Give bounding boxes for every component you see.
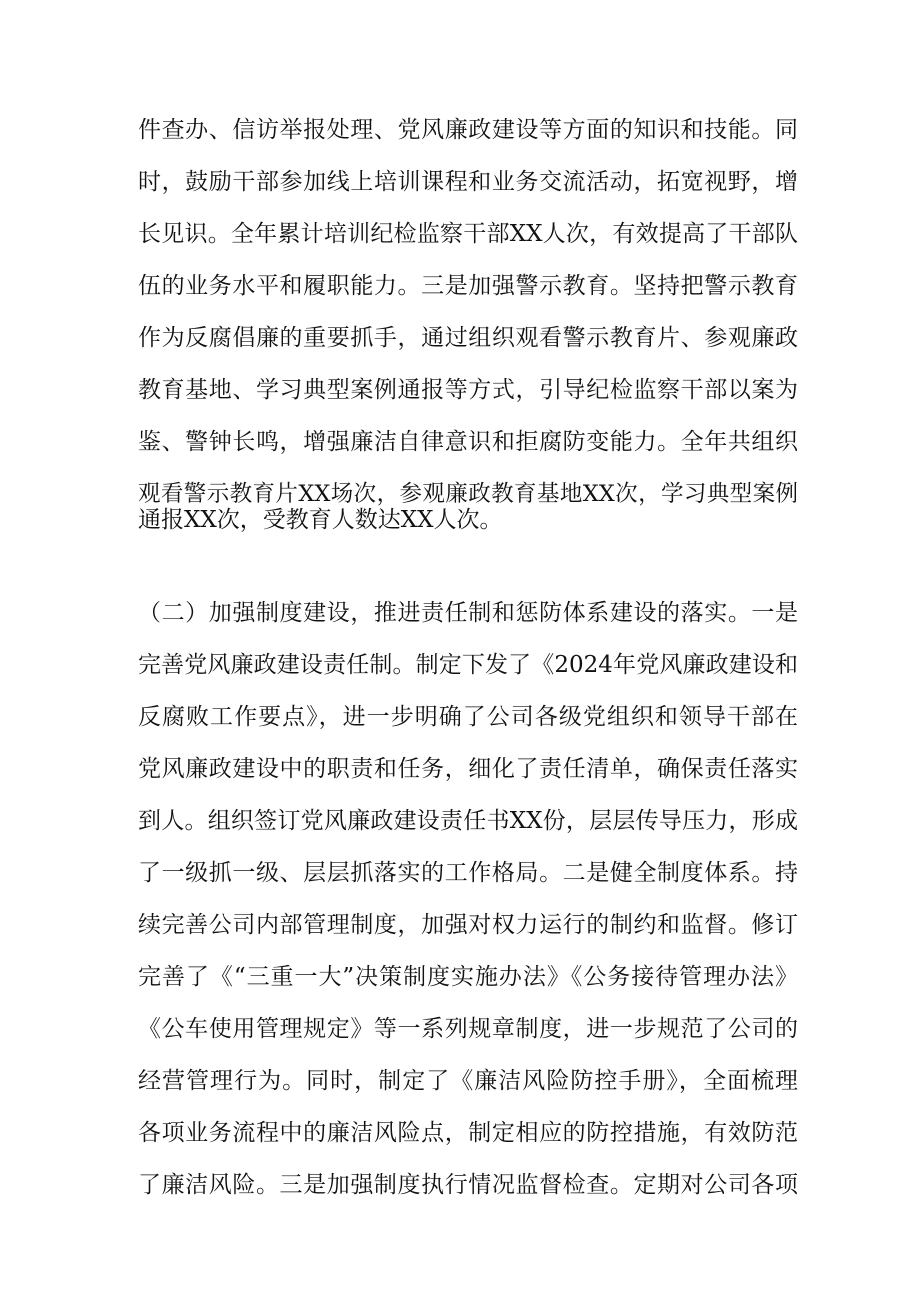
text-line: 通报XX次，受教育人数达XX人次。 <box>138 507 503 533</box>
text-line: 时，鼓励干部参加线上培训课程和业务交流活动，拓宽视野，增 <box>138 169 798 195</box>
text-line: 教育基地、学习典型案例通报等方式，引导纪检监察干部以案为 <box>138 377 798 403</box>
text-line: 各项业务流程中的廉洁风险点，制定相应的防控措施，有效防范 <box>138 1120 798 1146</box>
text-line: 观看警示教育片XX场次，参观廉政教育基地XX次，学习典型案例 <box>138 481 798 507</box>
text-line: 完善党风廉政建设责任制。制定下发了《2024年党风廉政建设和 <box>138 652 798 678</box>
text-line: 件查办、信访举报处理、党风廉政建设等方面的知识和技能。同 <box>138 117 798 143</box>
text-line: 了廉洁风险。三是加强制度执行情况监督检查。定期对公司各项 <box>138 1172 798 1198</box>
text-line: 到人。组织签订党风廉政建设责任书XX份，层层传导压力，形成 <box>138 808 798 834</box>
text-line: 鉴、警钟长鸣，增强廉洁自律意识和拒腐防变能力。全年共组织 <box>138 429 798 455</box>
text-line: 完善了《“三重一大”决策制度实施办法》《公务接待管理办法》 <box>138 964 798 990</box>
text-line: 作为反腐倡廉的重要抓手，通过组织观看警示教育片、参观廉政 <box>138 325 798 351</box>
text-line: 了一级抓一级、层层抓落实的工作格局。二是健全制度体系。持 <box>138 860 798 886</box>
text-line: 党风廉政建设中的职责和任务，细化了责任清单，确保责任落实 <box>138 756 798 782</box>
text-line: 反腐败工作要点》，进一步明确了公司各级党组织和领导干部在 <box>138 704 798 730</box>
text-line: 长见识。全年累计培训纪检监察干部XX人次，有效提高了干部队 <box>138 221 798 247</box>
text-line: （二）加强制度建设，推进责任制和惩防体系建设的落实。一是 <box>138 600 798 626</box>
text-line: 经营管理行为。同时，制定了《廉洁风险防控手册》，全面梳理 <box>138 1068 798 1094</box>
text-line: 《公车使用管理规定》等一系列规章制度，进一步规范了公司的 <box>138 1016 798 1042</box>
text-line: 伍的业务水平和履职能力。三是加强警示教育。坚持把警示教育 <box>138 273 798 299</box>
text-line: 续完善公司内部管理制度，加强对权力运行的制约和监督。修订 <box>138 912 798 938</box>
